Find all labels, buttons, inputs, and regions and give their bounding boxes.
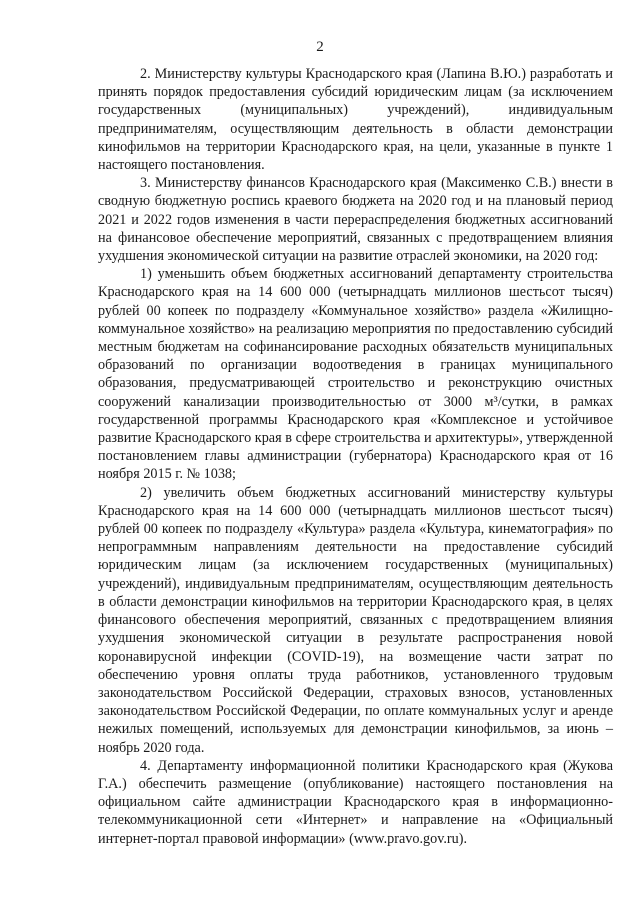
page-number: 2 [316, 39, 324, 55]
paragraph-item-2: 2. Министерству культуры Краснодарского края (Лапина В.Ю.) разработать и принять порядок предоставления субсидий юридическим лицам (за исключением государственных (муниципальных) учреждений), индивидуальным предпринимателям, осуществляющим деятельность в области демонстрации кинофильмов на территории Краснодарского края, на цели, указанные в пункте 1 настоящего постановления. [98, 66, 613, 174]
subparagraph-item-3-1: 1) уменьшить объем бюджетных ассигнований департаменту строительства Краснодарского края на 14 600 000 (четырнадцать миллионов шестьсот тысяч) рублей 00 копеек по подразделу «Коммунальное хозяйство» раздела «Жилищно-коммунальное хозяйство» на реализацию мероприятия по предоставлению субсидий местным бюджетам на софинансирование расходных обязательств муниципальных образований по организации водоотведения в границах муниципального образования, предусматривающей строительство и реконструкцию очистных сооружений канализации производительностью от 3000 м³/сутки, в рамках государственной программы Краснодарского края «Комплексное и устойчивое развитие Краснодарского края в сфере строительства и архитектуры», утвержденной постановлением главы администрации (губернатора) Краснодарского края от 16 ноября 2015 г. № 1038; [98, 266, 613, 483]
paragraph-item-3: 3. Министерству финансов Краснодарского края (Максименко С.В.) внести в сводную бюджетную роспись краевого бюджета на 2020 год и на плановый период 2021 и 2022 годов изменения в части перераспределения бюджетных ассигнований на финансовое обеспечение мероприятий, связанных с предотвращением влияния ухудшения экономической ситуации на развитие отраслей экономики, на 2020 год: [98, 175, 613, 265]
document-body [98, 65, 613, 848]
paragraph-item-4: 4. Департаменту информационной политики Краснодарского края (Жукова Г.А.) обеспечить размещение (опубликование) настоящего постановления на официальном сайте администрации Краснодарского края в информационно-телекоммуникационной сети «Интернет» и направление на «Официальный интернет-портал правовой информации» (www.pravo.gov.ru). [98, 757, 613, 847]
subparagraph-item-3-2: 2) увеличить объем бюджетных ассигнований министерству культуры Краснодарского края на 14 600 000 (четырнадцать миллионов шестьсот тысяч) рублей 00 копеек по подразделу «Культура» раздела «Культура, кинематография» по непрограммным направлениям деятельности на предоставление субсидий юридическим лицам (за исключением государственных (муниципальных) учреждений), индивидуальным предпринимателям, осуществляющим деятельность в области демонстрации кинофильмов на территории Краснодарского края, в целях финансового обеспечения мероприятий, связанных с предотвращением влияния ухудшения экономической ситуации в результате распространения новой коронавирусной инфекции (COVID-19), на возмещение части затрат по обеспечению уровня оплаты труда работников, установленного трудовым законодательством Российской Федерации, страховых взносов, установленных законодательством Российской Федерации, по оплате коммунальных услуг и аренде нежилых помещений, используемых для демонстрации кинофильмов, за июнь – ноябрь 2020 года. [98, 484, 613, 756]
